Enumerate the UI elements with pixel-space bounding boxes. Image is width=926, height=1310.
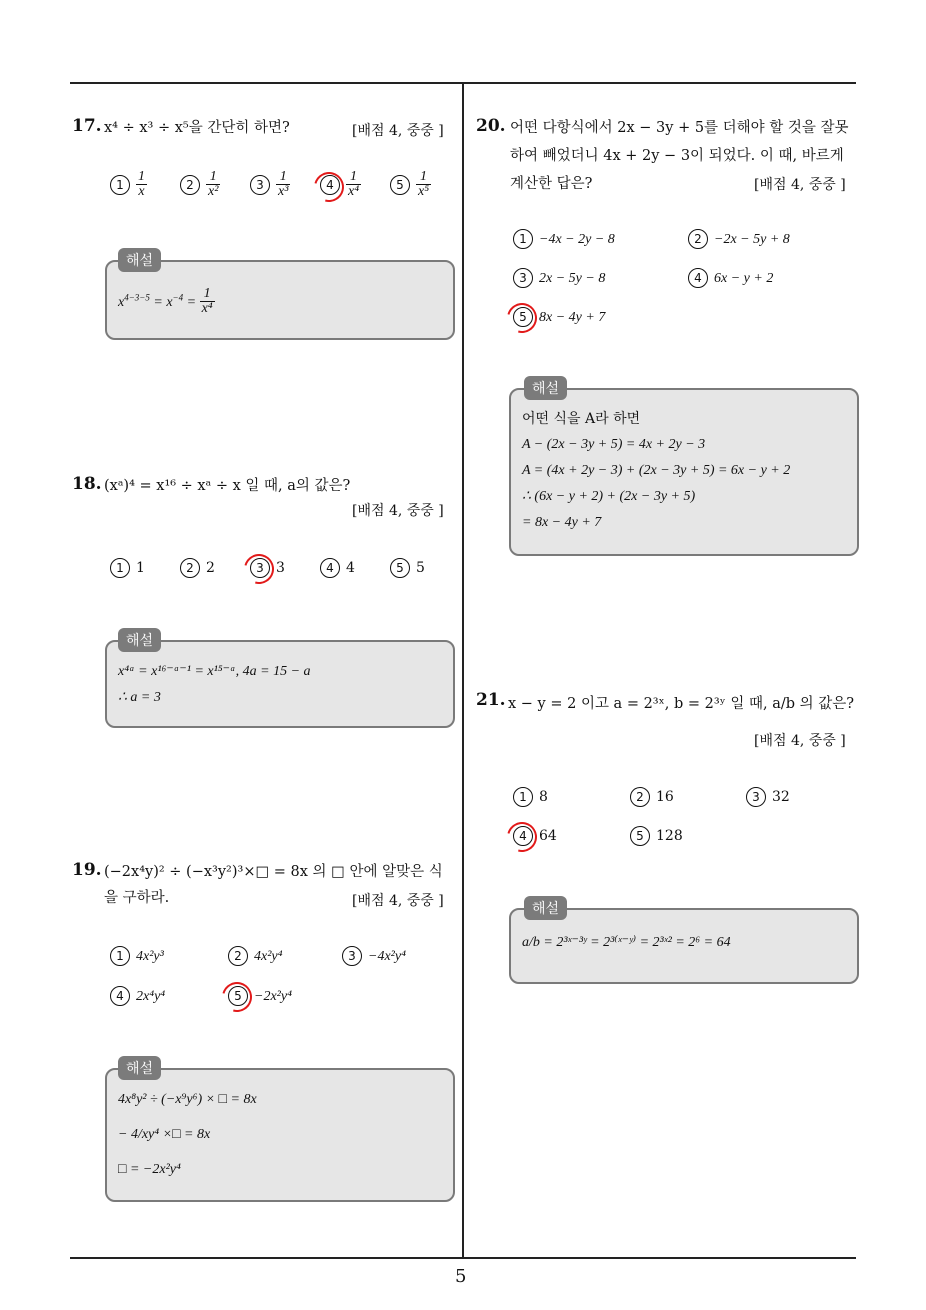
q20-option-2[interactable]: 2 −2x − 5y + 8 [688, 229, 790, 249]
q20-text-line-3: 계산한 답은? [510, 176, 593, 192]
q21-option-4[interactable]: 4 64 [513, 826, 557, 846]
q18-option-4[interactable]: 4 4 [320, 558, 355, 578]
q21-option-3[interactable]: 3 32 [746, 787, 790, 807]
q19-score: [배점 4, 중중 ] [352, 893, 444, 909]
q20-solution-tag: 해설 [524, 376, 567, 400]
q19-option-3[interactable]: 3 −4x²y⁴ [342, 946, 406, 966]
q21-text: x − y = 2 이고 a = 2³ˣ, b = 2³ʸ 일 때, a/b 의 값은? [508, 696, 855, 712]
q21-option-2[interactable]: 2 16 [630, 787, 674, 807]
q17-option-1[interactable]: 1 $\frac{1}{x}$ [110, 170, 147, 199]
q19-option-2[interactable]: 2 4x²y⁴ [228, 946, 283, 966]
q20-option-5[interactable]: 5 8x − 4y + 7 [513, 307, 605, 327]
q20-solution-line-2: A − (2x − 3y + 5) = 4x + 2y − 3 [522, 437, 706, 452]
q19-text-line-1: (−2x⁴y)² ÷ (−x³y²)³×□ = 8x 의 □ 안에 알맞은 식 [104, 864, 443, 880]
q18-score: [배점 4, 중중 ] [352, 503, 444, 519]
q17-number: 17. [72, 116, 102, 136]
q17-option-3[interactable]: 3 $\frac{1}{\text{x³}}$ [250, 170, 290, 199]
q20-solution-line-3: A = (4x + 2y − 3) + (2x − 3y + 5) = 6x − y + 2 [522, 463, 791, 478]
q20-score: [배점 4, 중중 ] [754, 177, 846, 193]
q19-solution-line-1: 4x⁸y² ÷ (−x⁹y⁶) × □ = 8x [118, 1092, 257, 1107]
q21-option-1[interactable]: 1 8 [513, 787, 548, 807]
q19-answer-mark [217, 977, 258, 1018]
q21-answer-mark [502, 817, 543, 858]
q17-option-5[interactable]: 5 $\frac{1}{\text{x⁵}}$ [390, 170, 431, 199]
q21-solution-line: a/b = 2³ˣ⁻³ʸ = 2³⁽ˣ⁻ʸ⁾ = 2³ˣ² = 2⁶ = 64 [522, 935, 731, 950]
q20-option-1[interactable]: 1 −4x − 2y − 8 [513, 229, 615, 249]
q20-solution-line-4: ∴ (6x − y + 2) + (2x − 3y + 5) [522, 489, 696, 504]
q19-option-1[interactable]: 1 4x²y³ [110, 946, 164, 966]
q20-option-4[interactable]: 4 6x − y + 2 [688, 268, 773, 288]
q18-answer-mark [239, 549, 280, 590]
q18-solution-line-1: x⁴ᵃ = x¹⁶⁻ᵃ⁻¹ = x¹⁵⁻ᵃ, 4a = 15 − a [118, 664, 311, 679]
q19-solution-line-3: □ = −2x²y⁴ [118, 1162, 181, 1177]
q20-text-line-2: 하여 빼었더니 4x + 2y − 3이 되었다. 이 때, 바르게 [510, 148, 844, 164]
q18-option-2[interactable]: 2 2 [180, 558, 215, 578]
q18-solution-tag: 해설 [118, 628, 161, 652]
q17-solution-line: $x^{4-3-5} = x^{-4}$ = $\frac{1}{\text{x⁴}}$ [118, 286, 213, 317]
q18-solution-line-2: ∴ a = 3 [118, 690, 161, 705]
q20-answer-mark [502, 298, 543, 339]
q17-score: [배점 4, 중중 ] [352, 123, 444, 139]
q21-score: [배점 4, 중중 ] [754, 733, 846, 749]
q19-number: 19. [72, 860, 102, 880]
q20-number: 20. [476, 116, 506, 136]
q18-text: (xᵃ)⁴ = x¹⁶ ÷ xᵃ ÷ x 일 때, a의 값은? [104, 478, 351, 494]
q20-solution-line-1: 어떤 식을 A라 하면 [522, 411, 641, 427]
q21-option-5[interactable]: 5 128 [630, 826, 683, 846]
q21-number: 21. [476, 690, 506, 710]
q19-solution-tag: 해설 [118, 1056, 161, 1080]
q21-solution-tag: 해설 [524, 896, 567, 920]
bottom-rule [70, 1257, 856, 1259]
q17-option-4[interactable]: 4 $\frac{1}{\text{x⁴}}$ [320, 170, 361, 199]
q19-text-line-2: 을 구하라. [104, 890, 170, 906]
q20-option-3[interactable]: 3 2x − 5y − 8 [513, 268, 605, 288]
q20-text-line-1: 어떤 다항식에서 2x − 3y + 5를 더해야 할 것을 잘못 [510, 120, 849, 136]
q17-solution-tag: 해설 [118, 248, 161, 272]
q18-option-5[interactable]: 5 5 [390, 558, 425, 578]
column-divider [462, 83, 464, 1258]
q19-solution-line-2: − 4/xy⁴ ×□ = 8x [118, 1127, 211, 1142]
q17-option-2[interactable]: 2 $\frac{1}{\text{x²}}$ [180, 170, 220, 199]
q19-option-5[interactable]: 5 −2x²y⁴ [228, 986, 292, 1006]
q18-option-1[interactable]: 1 1 [110, 558, 145, 578]
q17-text: x⁴ ÷ x³ ÷ x⁵을 간단히 하면? [104, 120, 290, 136]
q20-solution-line-5: = 8x − 4y + 7 [522, 515, 602, 530]
q18-option-3[interactable]: 3 3 [250, 558, 285, 578]
page-number: 5 [455, 1266, 467, 1287]
q18-number: 18. [72, 474, 102, 494]
q19-option-4[interactable]: 4 2x⁴y⁴ [110, 986, 165, 1006]
